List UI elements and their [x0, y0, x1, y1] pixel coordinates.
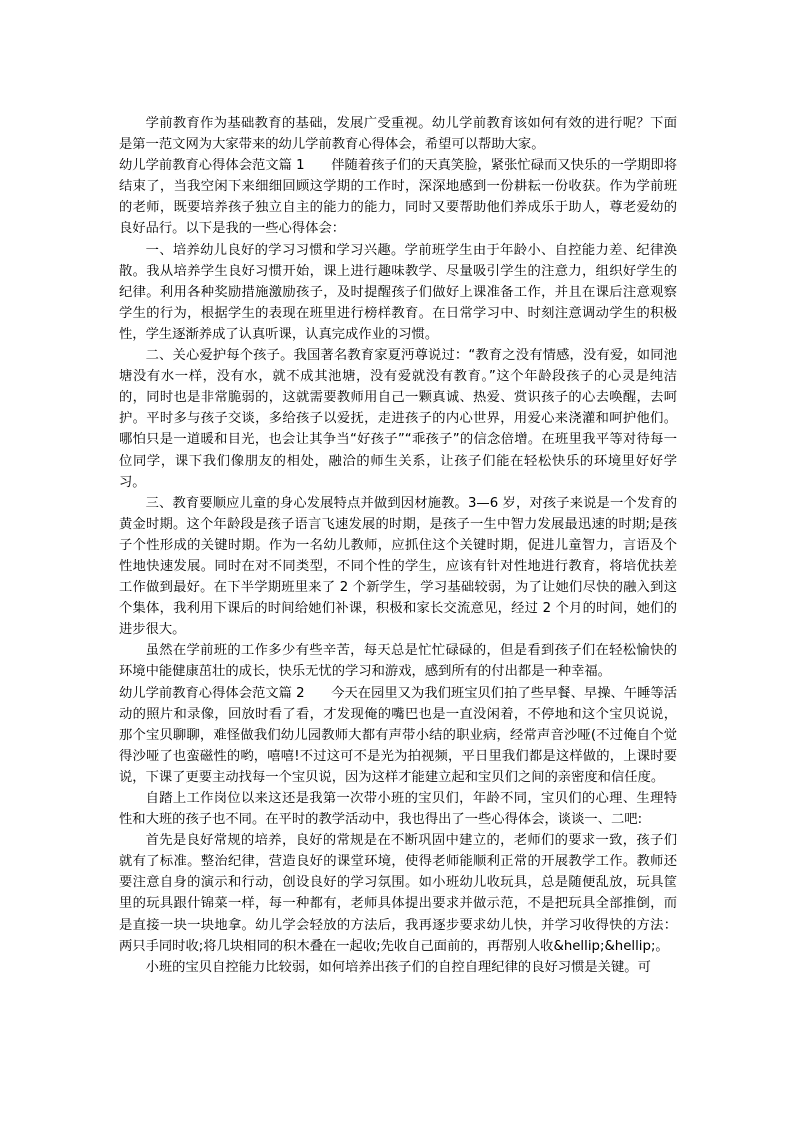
essay-1-point-3-paragraph: 三、教育要顺应儿童的身心发展特点并做到因材施教。3—6 岁，对孩子来说是一个发育的黄金时期。这个年龄段是孩子语言飞速发展的时期，是孩子一生中智力发展最迅速的时期;是孩子个性形成的关键时期。作为一名幼儿教师，应抓住这个关键时期，促进儿童智力，言语及个性地快速发展。同时在对不同类型，不同个性的学生，应该有针对性地进行教育，将培优扶差工作做到最好。在下半学期班里来了 2 个新学生，学习基础较弱，为了让她们尽快的融入到这个集体，我利用下课后的时间给她们补课，积极和家长交流意见，经过 2 个月的时间，她们的进步很大。 [119, 495, 677, 638]
essay-2-routine-paragraph: 首先是良好常规的培养，良好的常规是在不断巩固中建立的，老师们的要求一致，孩子们就有了标准。整治纪律，营造良好的课堂环境，使得老师能顺利正常的开展教学工作。教师还要注意自身的演示和行动，创设良好的学习氛围。如小班幼儿收玩具，总是随便乱放，玩具筐里的玩具跟什锦菜一样，每一种都有，老师具体提出要求并做示范，不是把玩具全部推倒，而是直接一块一块地拿。幼儿学会轻放的方法后，我再逐步要求幼儿快，并学习收得快的方法：两只手同时收;将几块相同的积木叠在一起收;先收自己面前的，再帮别人收&hellip;&hellip;。 [119, 833, 677, 954]
essay-2-paragraph: 幼儿学前教育心得体会范文篇 2 今天在园里又为我们班宝贝们拍了些早餐、早操、午睡等活动的照片和录像，回放时看了看，才发现俺的嘴巴也是一直没闲着，不停地和这个宝贝说说，那个宝贝聊聊，难怪做我们幼儿园教师大都有声带小结的职业病，经常声音沙哑(不过俺自个觉得沙哑了也蛮磁性的哟，嘻嘻!不过这可不是光为拍视频，平日里我们都是这样做的，上课时要说，下课了更要主动找每一个宝贝说，因为这样才能建立起和宝贝们之间的亲密度和信任度。 [119, 685, 677, 785]
essay-2-self-control-paragraph: 小班的宝贝自控能力比较弱，如何培养出孩子们的自控自理纪律的良好习惯是关键。可 [145, 959, 651, 975]
essay-1-conclusion-paragraph: 虽然在学前班的工作多少有些辛苦，每天总是忙忙碌碌的，但是看到孩子们在轻松愉快的环境中能健康茁壮的成长，快乐无忧的学习和游戏，感到所有的付出都是一种幸福。 [119, 643, 677, 680]
intro-paragraph: 学前教育作为基础教育的基础，发展广受重视。幼儿学前教育该如何有效的进行呢？下面是第一范文网为大家带来的幼儿学前教育心得体会，希望可以帮助大家。 [119, 116, 677, 153]
document-body [119, 113, 677, 978]
essay-1-paragraph: 幼儿学前教育心得体会范文篇 1 伴随着孩子们的天真笑脸，紧张忙碌而又快乐的一学期即将结束了，当我空闲下来细细回顾这学期的工作时，深深地感到一份耕耘一份收获。作为学前班的老师，既要培养孩子独立自主的能力的能力，同时又要帮助他们养成乐于助人，尊老爱幼的良好品行。以下是我的一些心得体会： [119, 158, 677, 237]
essay-1-point-1-paragraph: 一、培养幼儿良好的学习习惯和学习兴趣。学前班学生由于年龄小、自控能力差、纪律涣散。我从培养学生良好习惯开始，课上进行趣味教学、尽量吸引学生的注意力，组织好学生的纪律。利用各种奖励措施激励孩子，及时提醒孩子们做好上课准备工作，并且在课后注意观察学生的行为，根据学生的表现在班里进行榜样教育。在日常学习中、时刻注意调动学生的积极性，学生逐渐养成了认真听课，认真完成作业的习惯。 [119, 242, 677, 342]
essay-1-point-2-paragraph: 二、关心爱护每个孩子。我国著名教育家夏沔尊说过：“教育之没有情感，没有爱，如同池塘没有水一样，没有水，就不成其池塘，没有爱就没有教育。”这个年龄段孩子的心灵是纯洁的，同时也是非常脆弱的，这就需要教师用自己一颗真诚、热爱、赏识孩子的心去唤醒，去呵护。平时多与孩子交谈，多给孩子以爱抚，走进孩子的内心世界，用爱心来浇灌和呵护他们。哪怕只是一道暖和目光，也会让其争当“好孩子”“乖孩子”的信念倍增。在班里我平等对待每一位同学，课下我们像朋友的相处，融洽的师生关系，让孩子们能在轻松快乐的环境里好好学习。 [119, 348, 677, 490]
essay-2-experience-paragraph: 自踏上工作岗位以来这还是我第一次带小班的宝贝们，年龄不同，宝贝们的心理、生理特性和大班的孩子也不同。在平时的教学活动中，我也得出了一些心得体会，谈谈一、二吧: [119, 791, 677, 828]
